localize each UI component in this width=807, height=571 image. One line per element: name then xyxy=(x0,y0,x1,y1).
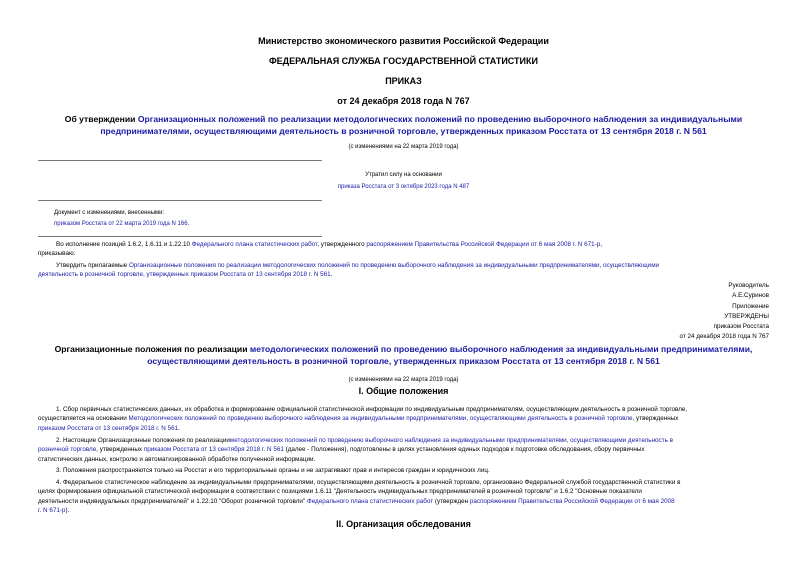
p4-text: деятельности индивидуальных предпринимателей" и 1.22.10 "Оборот розничной торговли" xyxy=(38,497,307,505)
approve-link-1[interactable]: Организационные положения по реализации методологических положений по проведению выборочного наблюдения за индивидуальными предпринимателями, осуществляющими xyxy=(129,262,660,269)
p2-text: статистических данных, контролю и автоматизированной обработке полученной информации. xyxy=(38,455,316,463)
p1-methodology-link[interactable]: Методологических положений по проведению выборочного наблюдения за индивидуальными предпринимателями, осуществляющими деятельность в розничной торговле xyxy=(128,415,633,423)
expired-text: Утратил силу на основании xyxy=(365,172,442,178)
p1-order-link[interactable]: приказом Росстата от 13 сентября 2018 г. N 561 xyxy=(38,424,179,432)
section-2-heading: II. Организация обследования xyxy=(336,519,471,529)
p4-text: целях формирования официальной статистической информации в соответствии с позициями 1.6.11 "Деятельность индивидуальных предпринимателей в розничной торговле" и 1.6.2 "Основные показатели xyxy=(38,488,642,496)
paragraph-3 xyxy=(38,466,769,475)
order-title xyxy=(0,113,807,137)
preamble-text: , xyxy=(600,241,602,248)
p1-text: . xyxy=(178,424,180,432)
expired-link[interactable]: приказа Росстата от 3 октября 2023 года N 487 xyxy=(337,184,470,190)
org-title-link-3[interactable]: приказом Росстата от 13 сентября 2018 г. N 561 xyxy=(459,356,660,366)
p2-text: , утвержденных xyxy=(96,446,144,454)
approve-text: Утвердить прилагаемые xyxy=(56,262,129,269)
service-heading: ФЕДЕРАЛЬНАЯ СЛУЖБА ГОСУДАРСТВЕННОЙ СТАТИСТИКИ xyxy=(269,56,538,66)
p2-methodology-link[interactable]: методологических положений по проведению выборочного наблюдения за индивидуальными предпринимателями, осуществляющими деятельность в xyxy=(229,437,673,444)
org-title-link-2[interactable]: осуществляющими деятельность в розничной торговле, утвержденных xyxy=(147,356,460,366)
paragraph-2 xyxy=(38,436,769,464)
p1-text: , утвержденных xyxy=(632,415,679,423)
approved-label: УТВЕРЖДЕНЫ xyxy=(724,312,769,320)
order-title-link-2[interactable]: предпринимателями, осуществляющими деятельность в розничной торговле, утвержденных приказом Росстата от 13 сентября 2018 г. N 561 xyxy=(100,126,707,136)
paragraph-1 xyxy=(38,405,769,433)
ministry-heading: Министерство экономического развития Российской Федерации xyxy=(258,36,549,46)
divider xyxy=(38,160,322,161)
p2-methodology-link-2[interactable]: розничной торговле xyxy=(38,446,97,454)
signature-role: Руководитель xyxy=(728,282,769,289)
org-title-prefix: Организационные положения по реализации xyxy=(54,344,250,354)
approve-paragraph xyxy=(38,261,769,280)
paragraph-4 xyxy=(38,478,769,515)
approve-text: . xyxy=(330,271,333,279)
order-title-prefix: Об утверждении xyxy=(64,114,138,124)
approved-date: от 24 декабря 2018 года N 767 xyxy=(679,333,769,341)
p2-text: 2. Настоящие Организационные положения по реализации xyxy=(56,437,230,444)
signature-name: А.Е.Суринов xyxy=(732,292,769,300)
p2-text: (далее - Положения), подготовлены в целях установления единых подходов к подготовке обследования, сбору первичных xyxy=(283,446,645,454)
doc-type-heading: ПРИКАЗ xyxy=(385,76,422,86)
preamble-text: Во исполнение позиций 1.6.2, 1.6.11 и 1.22.10 xyxy=(56,241,192,248)
federal-plan-link[interactable]: Федерального плана статистических работ xyxy=(191,241,318,248)
p2-order-link[interactable]: приказом Росстата от 13 сентября 2018 г. N 561 xyxy=(143,446,284,454)
p3-text: 3. Положения распространяются только на Росстат и его территориальные органы и не затрагивают прав и интересов граждан и юридических лиц. xyxy=(56,467,490,474)
divider xyxy=(38,236,322,237)
changes-note: (с изменениями на 22 марта 2019 года) xyxy=(348,144,459,150)
org-title xyxy=(0,343,807,367)
p4-text: ). xyxy=(65,506,70,514)
p4-government-order-link-2[interactable]: г. N 671-р xyxy=(38,506,66,514)
amend-link[interactable]: приказом Росстата от 22 марта 2019 года N 166. xyxy=(54,221,190,227)
approve-link-2[interactable]: деятельность в розничной торговле, утвержденных приказом Росстата от 13 сентября 2018 г. N 561 xyxy=(38,271,331,279)
preamble xyxy=(38,240,769,259)
p4-text: (утвержден xyxy=(433,497,470,505)
signature-block xyxy=(679,281,769,343)
org-changes-note: (с изменениями на 22 марта 2019 года) xyxy=(348,377,459,383)
p1-text: осуществляется на основании xyxy=(38,415,129,423)
approved-by: приказом Росстата xyxy=(713,323,769,331)
p4-government-order-link[interactable]: распоряжением Правительства Российской Федерации от 6 мая 2008 xyxy=(469,497,675,505)
section-1-heading: I. Общие положения xyxy=(358,386,449,396)
government-order-link[interactable]: распоряжением Правительства Российской Федерации от 6 мая 2008 г. N 671-р xyxy=(366,241,601,248)
amend-label: Документ с изменениями, внесенными: xyxy=(54,210,165,216)
appendix-label: Приложение xyxy=(732,302,769,310)
org-title-link-1[interactable]: методологических положений по проведению выборочного наблюдения за индивидуальными предпринимателями, xyxy=(249,344,753,354)
p4-federal-plan-link[interactable]: Федерального плана статистических работ xyxy=(306,497,434,505)
preamble-text: , утвержденного xyxy=(317,241,367,248)
divider xyxy=(38,200,322,201)
doc-date-heading: от 24 декабря 2018 года N 767 xyxy=(337,96,470,106)
p1-text: 1. Сбор первичных статистических данных, их обработка и формирование официальной статистической информации по индивидуальным предпринимателям, осуществляющим деятельность в розничной торговле, xyxy=(56,406,688,413)
preamble-command: приказываю: xyxy=(38,250,76,258)
order-title-link-1[interactable]: Организационных положений по реализации методологических положений по проведению выборочного наблюдения за индивидуальными xyxy=(137,114,743,124)
p4-text: 4. Федеральное статистическое наблюдение за индивидуальными предпринимателями, осуществляющими деятельность в розничной торговле, организовано Федеральной службой государственной статистики в xyxy=(56,479,681,486)
